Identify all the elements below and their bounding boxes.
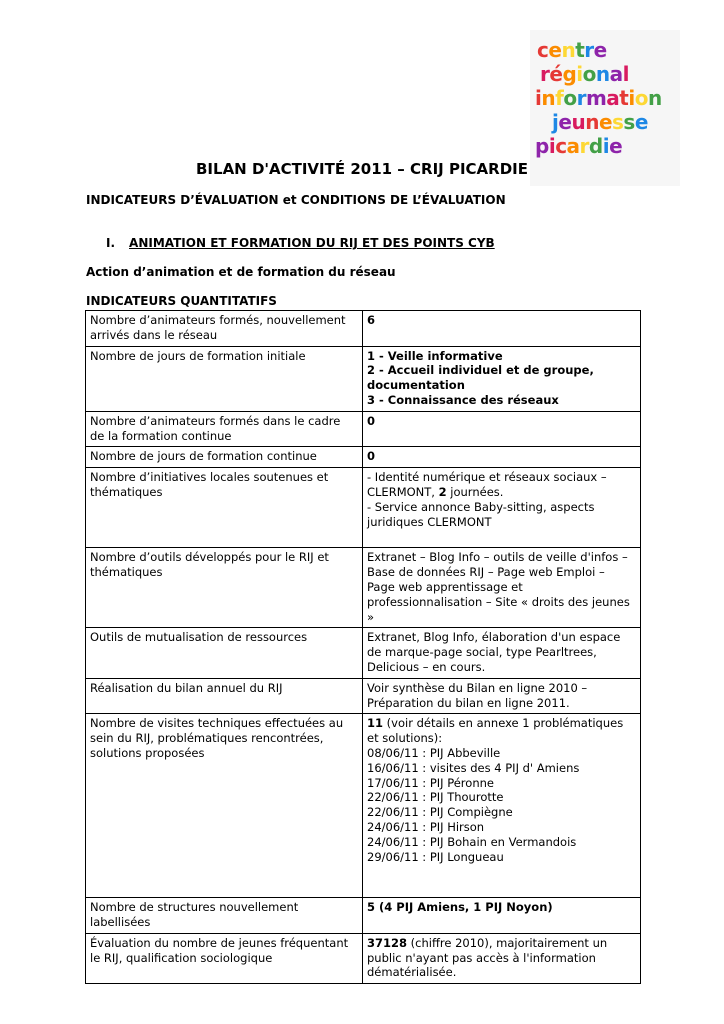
table-row	[86, 933, 641, 983]
indicator-label: Nombre de visites techniques effectuées au sein du RIJ, problématiques rencontrées, solutions proposées	[86, 714, 363, 898]
logo-letter: f	[555, 86, 564, 110]
indicator-label: Nombre d’initiatives locales soutenues et thématiques	[86, 468, 363, 548]
visit-item: 24/06/11 : PIJ Bohain en Vermandois	[367, 834, 577, 849]
logo-line-picardie	[535, 134, 622, 158]
logo-letter: c	[555, 134, 567, 158]
logo-letter: é	[549, 62, 563, 86]
visits-note: (voir détails en annexe 1 problématiques et solutions):	[367, 716, 624, 746]
indicator-value: Voir synthèse du Bilan en ligne 2010 – Préparation du bilan en ligne 2011.	[363, 678, 641, 714]
visit-item: 17/06/11 : PIJ Péronne	[367, 775, 494, 790]
visit-item: 16/06/11 : visites des 4 PIJ d' Amiens	[367, 760, 580, 775]
quantitative-heading: INDICATEURS QUANTITATIFS	[86, 294, 277, 308]
logo-letter: o	[582, 62, 596, 86]
logo-letter: i	[548, 134, 556, 158]
youth-note: (chiffre 2010), majoritairement un public n'ayant pas accès à l'information dématérialisée.	[367, 935, 608, 980]
visit-item: 22/06/11 : PIJ Thourotte	[367, 790, 504, 805]
initiative-1	[367, 470, 636, 500]
logo-letter: a	[609, 62, 623, 86]
indicator-label: Nombre d’animateurs formés, nouvellement arrivés dans le réseau	[86, 311, 363, 347]
logo-letter: j	[552, 110, 559, 134]
table-row	[86, 628, 641, 678]
visit-item: 08/06/11 : PIJ Abbeville	[367, 745, 501, 760]
initiative-1-days: 2	[438, 484, 447, 499]
table-row	[86, 548, 641, 628]
logo-letter: t	[575, 38, 585, 62]
logo-letter: e	[609, 134, 623, 158]
table-row	[86, 714, 641, 898]
page-subtitle: INDICATEURS D’ÉVALUATION et CONDITIONS DE L’ÉVALUATION	[86, 193, 506, 207]
visit-item: 29/06/11 : PIJ Longueau	[367, 849, 504, 864]
indicator-label: Réalisation du bilan annuel du RIJ	[86, 678, 363, 714]
logo-letter: n	[585, 110, 599, 134]
logo-letter: n	[561, 38, 576, 62]
initiative-1-text: - Identité numérique et réseaux sociaux – CLERMONT,	[367, 470, 607, 499]
logo-letter: s	[623, 110, 635, 134]
section-number: I.	[106, 236, 116, 250]
logo-letter: m	[585, 86, 607, 110]
visit-item: 22/06/11 : PIJ Compiègne	[367, 805, 513, 820]
logo-letter: a	[566, 134, 580, 158]
logo-letter: i	[535, 86, 542, 110]
table-row	[86, 468, 641, 548]
logo-line-centre	[537, 38, 607, 62]
section-heading	[106, 236, 495, 250]
logo-line-regional	[540, 62, 629, 86]
logo-letter: i	[628, 86, 635, 110]
logo-letter: n	[541, 86, 556, 110]
logo-letter: i	[602, 134, 610, 158]
table-row	[86, 898, 641, 934]
logo-line-jeunesse	[552, 110, 648, 134]
logo-letter: r	[540, 62, 550, 86]
logo-letter: s	[612, 110, 624, 134]
logo-letter: n	[595, 62, 610, 86]
table-row	[86, 311, 641, 347]
logo-letter: i	[576, 62, 583, 86]
section-title: ANIMATION ET FORMATION DU RIJ ET DES POINTS CYB	[129, 236, 495, 250]
indicator-value: 0	[363, 411, 641, 447]
indicators-table	[85, 310, 641, 984]
indicator-label: Nombre de jours de formation continue	[86, 447, 363, 468]
training-day-1: 1 - Veille informative	[367, 348, 503, 363]
logo-letter: r	[584, 38, 594, 62]
logo-letter: o	[563, 86, 577, 110]
logo-letter: n	[647, 86, 662, 110]
initiative-2: - Service annonce Baby-sitting, aspects juridiques CLERMONT	[367, 499, 595, 529]
logo-letter: r	[576, 86, 586, 110]
indicator-label: Évaluation du nombre de jeunes fréquentant le RIJ, qualification sociologique	[86, 933, 363, 983]
logo-letter: d	[588, 134, 603, 158]
indicator-value	[363, 714, 641, 898]
indicator-value	[363, 346, 641, 411]
logo-letter: e	[598, 110, 613, 134]
logo-letter: p	[535, 134, 549, 158]
training-day-3: 3 - Connaissance des réseaux	[367, 392, 559, 407]
table-row	[86, 346, 641, 411]
logo-letter: e	[593, 38, 607, 62]
action-heading: Action d’animation et de formation du réseau	[86, 265, 396, 279]
table-row	[86, 447, 641, 468]
indicator-value: Extranet, Blog Info, élaboration d'un espace de marque-page social, type Pearltrees, Delicious – en cours.	[363, 628, 641, 678]
logo-letter: c	[537, 38, 549, 62]
logo-letter: r	[579, 134, 589, 158]
logo-letter: e	[634, 110, 648, 134]
indicator-value: 0	[363, 447, 641, 468]
visits-count: 11	[367, 716, 384, 731]
indicator-value	[363, 933, 641, 983]
page-title: BILAN D'ACTIVITÉ 2011 – CRIJ PICARDIE	[196, 160, 528, 178]
logo-letter: a	[606, 86, 620, 110]
youth-count: 37128	[367, 935, 408, 950]
logo-letter: o	[634, 86, 648, 110]
indicator-value: 5 (4 PIJ Amiens, 1 PIJ Noyon)	[363, 898, 641, 934]
logo-letter: g	[562, 62, 577, 86]
indicator-value: 6	[363, 311, 641, 347]
indicator-label: Nombre de structures nouvellement labellisées	[86, 898, 363, 934]
initiative-1-suffix: journées.	[446, 484, 504, 499]
table-row	[86, 678, 641, 714]
logo-letter: t	[619, 86, 629, 110]
visit-item: 24/06/11 : PIJ Hirson	[367, 819, 485, 834]
logo-letter: l	[622, 62, 629, 86]
logo-letter: e	[548, 38, 562, 62]
visits-summary	[367, 716, 636, 746]
logo-letter: u	[571, 110, 586, 134]
table-row	[86, 411, 641, 447]
indicator-label: Nombre d’animateurs formés dans le cadre de la formation continue	[86, 411, 363, 447]
indicator-value	[363, 468, 641, 548]
logo-letter: e	[558, 110, 572, 134]
logo-line-information	[535, 86, 662, 110]
indicator-label: Nombre d’outils développés pour le RIJ et thématiques	[86, 548, 363, 628]
training-day-2: 2 - Accueil individuel et de groupe, documentation	[367, 363, 594, 393]
indicator-label: Nombre de jours de formation initiale	[86, 346, 363, 411]
indicator-label: Outils de mutualisation de ressources	[86, 628, 363, 678]
indicator-value: Extranet – Blog Info – outils de veille d'infos – Base de données RIJ – Page web Emploi – Page web apprentissage et professionnalisation – Site « droits des jeunes »	[363, 548, 641, 628]
